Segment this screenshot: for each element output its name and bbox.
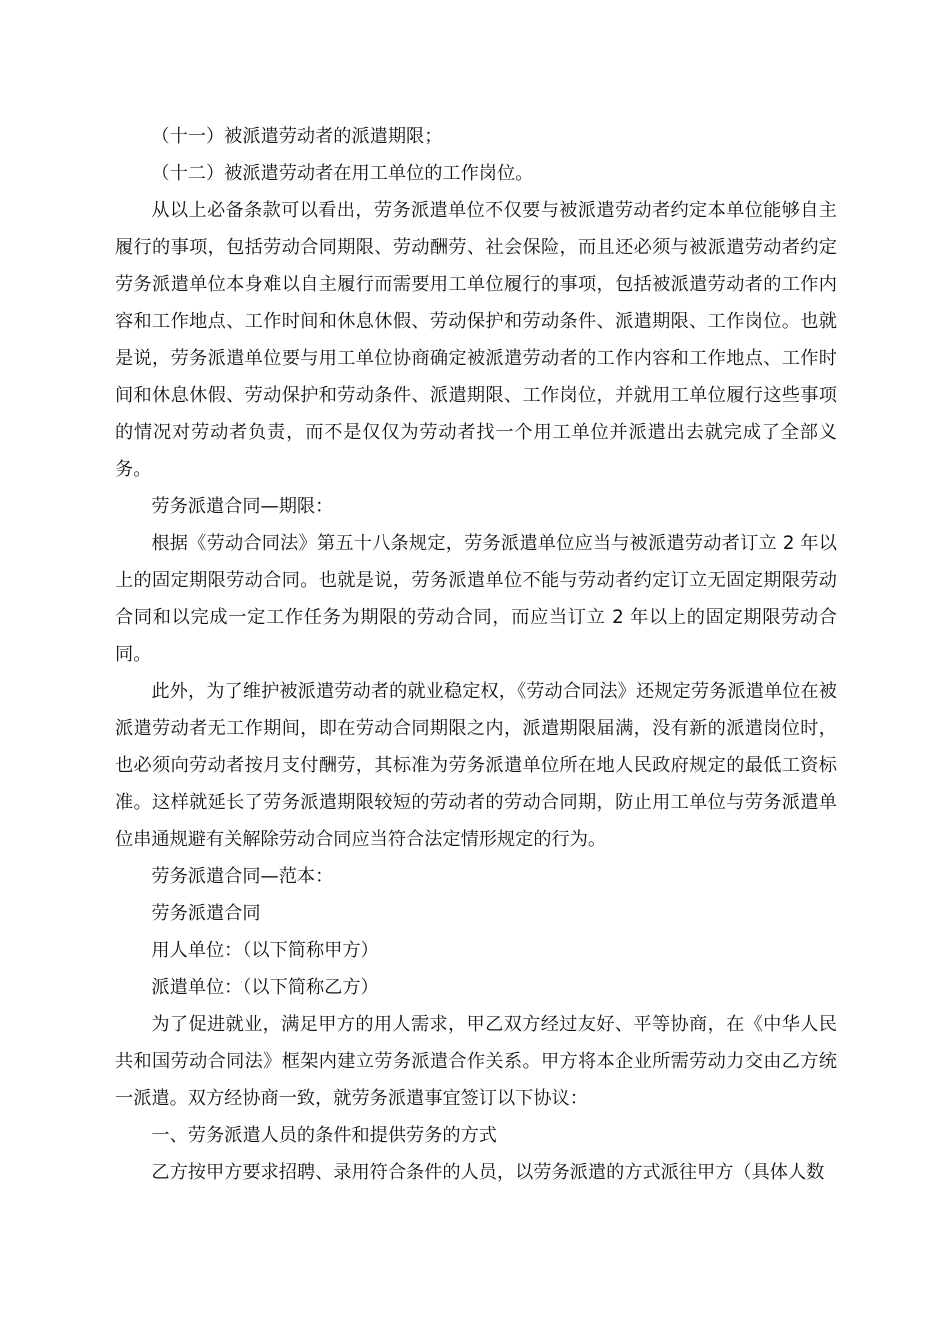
section-heading-term: 劳务派遣合同—期限： — [151, 496, 334, 517]
party-a-line: 用人单位：（以下简称甲方） — [151, 940, 379, 961]
section-heading-template: 劳务派遣合同—范本： — [151, 866, 334, 887]
paragraph-explanation: 从以上必备条款可以看出，劳务派遣单位不仅要与被派遣劳动者约定本单位能够自主履行的事项，包括劳动合同期限、劳动酬劳、社会保险，而且还必须与被派遣劳动者约定劳务派遣单位本身难以自主履行而需要用工单位履行的事项，包括被派遣劳动者的工作内容和工作地点、工作时间和休息休假、劳动保护和劳动条件、派遣期限、工作岗位。也就是说，劳务派遣单位要与用工单位协商确定被派遣劳动者的工作内容和工作地点、工作时间和休息休假、劳动保护和劳动条件、派遣期限、工作岗位，并就用工单位履行这些事项的情况对劳动者负责，而不是仅仅为劳动者找一个用工单位并派遣出去就完成了全部义务。 — [115, 200, 837, 480]
paragraph-item-12: （十二）被派遣劳动者在用工单位的工作岗位。 — [151, 163, 534, 184]
party-b-line: 派遣单位：（以下简称乙方） — [151, 977, 379, 998]
paragraph-item-11: （十一）被派遣劳动者的派遣期限； — [151, 126, 443, 147]
paragraph-conditions: 乙方按甲方要求招聘、录用符合条件的人员，以劳务派遣的方式派往甲方（具体人数 — [151, 1162, 825, 1183]
document-body — [115, 118, 837, 1191]
section-heading-conditions: 一、劳务派遣人员的条件和提供劳务的方式 — [151, 1125, 497, 1146]
contract-title: 劳务派遣合同 — [151, 903, 261, 924]
paragraph-preamble: 为了促进就业，满足甲方的用人需求，甲乙双方经过友好、平等协商，在《中华人民共和国劳动合同法》框架内建立劳务派遣合作关系。甲方将本企业所需劳动力交由乙方统一派遣。双方经协商一致，就劳务派遣事宜签订以下协议： — [115, 1014, 837, 1109]
paragraph-stability: 此外，为了维护被派遣劳动者的就业稳定权，《劳动合同法》还规定劳务派遣单位在被派遣劳动者无工作期间，即在劳动合同期限之内，派遣期限届满，没有新的派遣岗位时，也必须向劳动者按月支付酬劳，其标准为劳务派遣单位所在地人民政府规定的最低工资标准。这样就延长了劳务派遣期限较短的劳动者的劳动合同期，防止用工单位与劳务派遣单位串通规避有关解除劳动合同应当符合法定情形规定的行为。 — [115, 681, 837, 850]
paragraph-term: 根据《劳动合同法》第五十八条规定，劳务派遣单位应当与被派遣劳动者订立 2 年以上的固定期限劳动合同。也就是说，劳务派遣单位不能与劳动者约定订立无固定期限劳动合同和以完成一定工作任务为期限的劳动合同，而应当订立 2 年以上的固定期限劳动合同。 — [115, 533, 837, 665]
